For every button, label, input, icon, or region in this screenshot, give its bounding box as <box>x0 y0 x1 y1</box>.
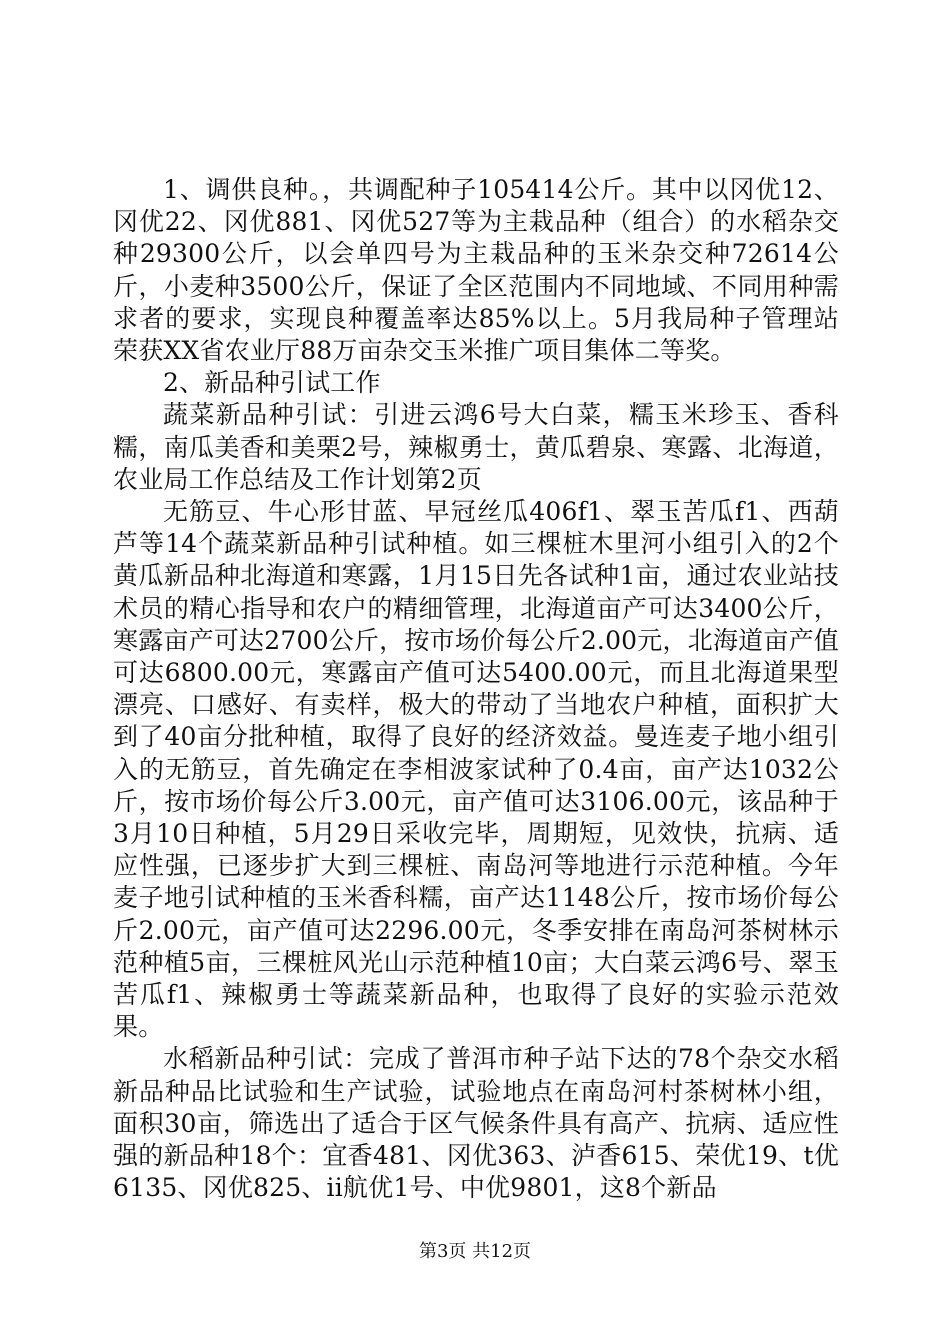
paragraph-vegetable-intro: 蔬菜新品种引试：引进云鸿6号大白菜，糯玉米珍玉、香科糯，南瓜美香和美栗2号，辣椒勇士，黄瓜碧泉、寒露、北海道，农业局工作总结及工作计划第2页 <box>113 400 839 494</box>
page-footer <box>0 1241 950 1263</box>
document-body <box>113 174 839 1205</box>
paragraph-rice-trial: 水稻新品种引试：完成了普洱市种子站下达的78个杂交水稻新品种品比试验和生产试验，试验地点在南岛河村茶树林小组，面积30亩，筛选出了适合于区气候条件具有高产、抗病、适应性强的新品种18个：宜香481、冈优363、泸香615、荣优19、t优6135、冈优825、ii航优1号、中优9801，这8个新品 <box>113 1044 839 1203</box>
paragraph-vegetable-details: 无筋豆、牛心形甘蓝、早冠丝瓜406f1、翠玉苦瓜f1、西葫芦等14个蔬菜新品种引试种植。如三棵桩木里河小组引入的2个黄瓜新品种北海道和寒露，1月15日先各试种1亩，通过农业站技术员的精心指导和农户的精细管理，北海道亩产可达3400公斤，寒露亩产可达2700公斤，按市场价每公斤2.00元，北海道亩产值可达6800.00元，寒露亩产值可达5400.00元，而且北海道果型漂亮、口感好、有卖样，极大的带动了当地农户种植，面积扩大到了40亩分批种植，取得了良好的经济效益。曼连麦子地小组引入的无筋豆，首先确定在李相波家试种了0.4亩，亩产达1032公斤，按市场价每公斤3.00元，亩产值可达3106.00元，该品种于3月10日种植，5月29日采收完毕，周期短，见效快，抗病、适应性强，已逐步扩大到三棵桩、南岛河等地进行示范种植。今年麦子地引试种植的玉米香科糯，亩产达1148公斤，按市场价每公斤2.00元，亩产值可达2296.00元，冬季安排在南岛河茶树林示范种植5亩，三棵桩风光山示范种植10亩；大白菜云鸿6号、翠玉苦瓜f1、辣椒勇士等蔬菜新品种，也取得了良好的实验示范效果。 <box>113 497 839 1042</box>
page-number: 第3页 共12页 <box>418 1241 532 1262</box>
paragraph-seed-supply: 1、调供良种。，共调配种子105414公斤。其中以冈优12、冈优22、冈优881、冈优527等为主栽品种（组合）的水稻杂交种29300公斤，以会单四号为主栽品种的玉米杂交种72614公斤，小麦种3500公斤，保证了全区范围内不同地域、不同用种需求者的要求，实现良种覆盖率达85%以上。5月我局种子管理站荣获XX省农业厅88万亩杂交玉米推广项目集体二等奖。 <box>113 175 839 366</box>
paragraph-section-heading: 2、新品种引试工作 <box>163 368 381 398</box>
